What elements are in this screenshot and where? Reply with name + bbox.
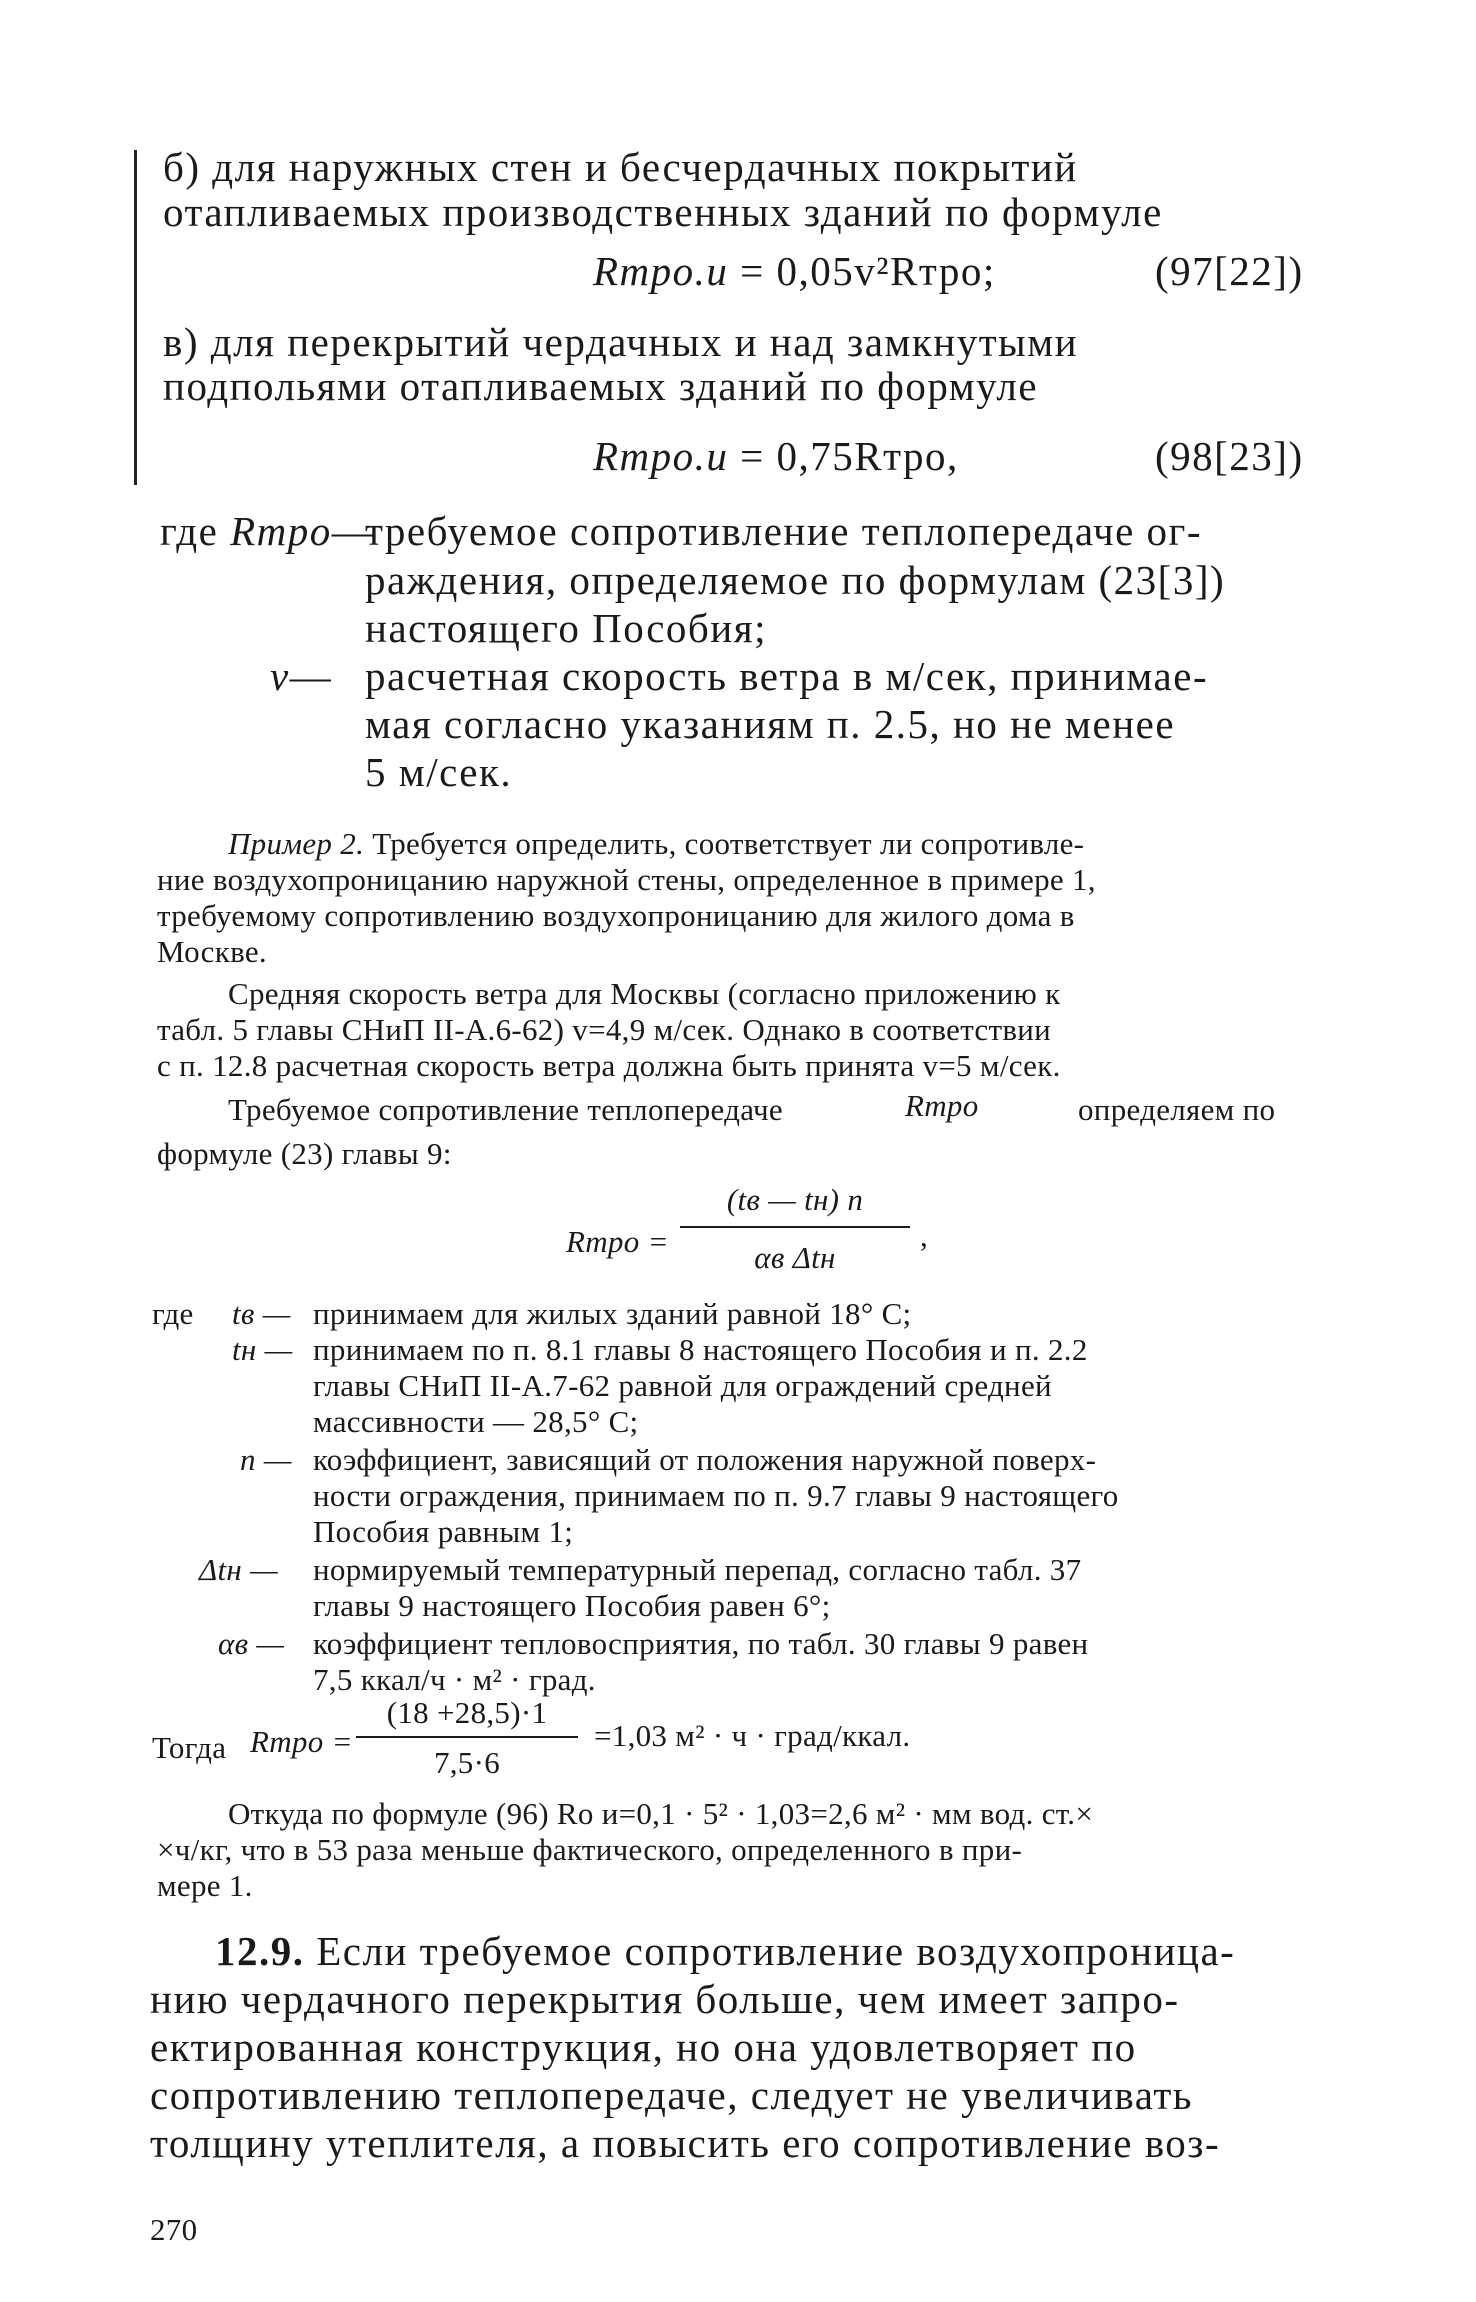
calc-result: =1,03 м² · ч · град/ккал.: [594, 1718, 911, 1753]
section-line1: [215, 1927, 1235, 1975]
defs2-n-line2: ности ограждения, принимаем по п. 9.7 главы 9 настоящего: [313, 1478, 1119, 1513]
calc-lhs: Rтро =: [250, 1724, 353, 1759]
def-r-line3: настоящего Пособия;: [365, 605, 767, 651]
def-v: [270, 652, 332, 700]
section-line4: сопротивлению теплопередаче, следует не увеличивать: [150, 2072, 1193, 2118]
conclusion-line2: ×ч/кг, что в 53 раза меньше фактического, определенного в при-: [157, 1832, 1023, 1867]
defs2-where: где: [152, 1296, 194, 1331]
intro-c-line2: подпольями отапливаемых зданий по формуле: [163, 363, 1039, 409]
defs2-tn-symbol: tн —: [232, 1332, 293, 1367]
formula-98: [593, 432, 959, 480]
example-p1-line2: ние воздухопроницанию наружной стены, определенное в примере 1,: [157, 862, 1096, 897]
example-p3-line2: формуле (23) главы 9:: [157, 1136, 452, 1171]
example-p3-line1a: Требуемое сопротивление теплопередаче: [228, 1092, 783, 1127]
calc-bar: [356, 1736, 578, 1738]
def-v-line2: мая согласно указаниям п. 2.5, но не менее: [365, 701, 1176, 747]
main-formula-bar: [680, 1226, 910, 1228]
defs2-n-line3: Пособия равным 1;: [313, 1514, 574, 1549]
formula-97-rhs: = 0,05v²Rтро;: [740, 248, 996, 294]
defs2-tn-line3: массивности — 28,5° С;: [313, 1404, 639, 1439]
defs2-av-line2: 7,5 ккал/ч · м² · град.: [313, 1662, 596, 1697]
formula-97-lhs: Rтро.и: [593, 248, 729, 294]
intro-b-line2: отапливаемых производственных зданий по формуле: [163, 189, 1163, 235]
main-formula-denominator: αв Δtн: [754, 1240, 836, 1275]
def-r-line2: раждения, определяемое по формулам (23[3]): [365, 557, 1226, 603]
section-line1-text: Если требуемое сопротивление воздухопроница-: [316, 1928, 1236, 1974]
defs2-av-line1: коэффициент тепловосприятия, по табл. 30 главы 9 равен: [313, 1626, 1089, 1661]
intro-b-line1-text: б) для наружных стен и бесчердачных покрытий: [163, 144, 1078, 190]
formula-98-lhs: Rтро.и: [593, 433, 729, 479]
calc-denominator: 7,5·6: [433, 1745, 501, 1780]
main-formula-lhs: Rтро =: [566, 1224, 669, 1259]
conclusion-line3: мере 1.: [157, 1868, 253, 1903]
defs2-tn-line2: главы СНиП II-А.7-62 равной для ограждений средней: [313, 1368, 1052, 1403]
main-formula-numerator: (tв — tн) n: [726, 1182, 864, 1217]
defs2-dt-symbol: Δtн —: [199, 1552, 278, 1587]
def-where: [160, 507, 374, 555]
example-p2-line3: с п. 12.8 расчетная скорость ветра должна быть принята v=5 м/сек.: [157, 1048, 1061, 1083]
example-line1: [228, 826, 1084, 862]
margin-bar: [134, 150, 137, 485]
def-r-line1: требуемое сопротивление теплопередаче ог-: [365, 508, 1202, 554]
example-p2-line1: Средняя скорость ветра для Москвы (согласно приложению к: [228, 976, 1061, 1011]
defs2-av-symbol: αв —: [218, 1626, 285, 1661]
intro-b-line1: [163, 143, 1353, 191]
def-v-line1: расчетная скорость ветра в м/сек, принимае-: [365, 653, 1209, 699]
conclusion-line1: Откуда по формуле (96) Rо и=0,1 · 5² · 1,03=2,6 м² · мм вод. ст.×: [228, 1796, 1094, 1831]
example-p3-symbol: Rтро: [905, 1088, 979, 1123]
section-line5: толщину утеплителя, а повысить его сопротивление воз-: [150, 2120, 1221, 2166]
defs2-dt-line2: главы 9 настоящего Пособия равен 6°;: [313, 1588, 831, 1623]
example-label: Пример 2.: [228, 826, 365, 861]
formula-98-rhs: = 0,75Rтро,: [740, 433, 959, 479]
def-where-word: где: [160, 508, 219, 554]
def-r-dash: —: [331, 508, 375, 554]
defs2-tv-symbol: tв —: [232, 1296, 291, 1331]
def-v-symbol: v: [270, 653, 290, 699]
example-p1-line3: требуемому сопротивлению воздухопроницанию для жилого дома в: [157, 898, 1075, 933]
example-p3-line1b: определяем по: [1078, 1092, 1276, 1127]
main-formula-trail: ,: [920, 1218, 929, 1253]
defs2-n-line1: коэффициент, зависящий от положения наружной поверх-: [313, 1442, 1097, 1477]
defs2-n-symbol: n —: [240, 1442, 292, 1477]
section-line3: ектированная конструкция, но она удовлетворяет по: [150, 2024, 1137, 2070]
def-r-symbol: Rтро: [230, 508, 332, 554]
defs2-dt-line1: нормируемый температурный перепад, согласно табл. 37: [313, 1552, 1082, 1587]
calc-then: Тогда: [152, 1730, 227, 1765]
defs2-tv-line1: принимаем для жилых зданий равной 18° С;: [313, 1296, 912, 1331]
example-p1-line4: Москве.: [157, 934, 267, 969]
def-v-line3: 5 м/сек.: [365, 749, 513, 795]
def-v-dash: —: [289, 653, 333, 699]
section-line2: нию чердачного перекрытия больше, чем имеет запро-: [150, 1976, 1180, 2022]
formula-98-number: (98[23]): [1155, 433, 1304, 479]
section-number: 12.9.: [215, 1928, 305, 1974]
defs2-tn-line1: принимаем по п. 8.1 главы 8 настоящего Пособия и п. 2.2: [313, 1332, 1088, 1367]
formula-97: [593, 247, 996, 295]
example-p1-line1: Требуется определить, соответствует ли сопротивле-: [372, 826, 1085, 861]
page-number: 270: [150, 2212, 198, 2247]
example-p2-line2: табл. 5 главы СНиП II-А.6-62) v=4,9 м/сек. Однако в соответствии: [157, 1012, 1052, 1047]
calc-numerator: (18 +28,5)·1: [386, 1695, 548, 1730]
intro-c-line1: в) для перекрытий чердачных и над замкнутыми: [163, 319, 1079, 365]
formula-97-number: (97[22]): [1155, 248, 1304, 294]
